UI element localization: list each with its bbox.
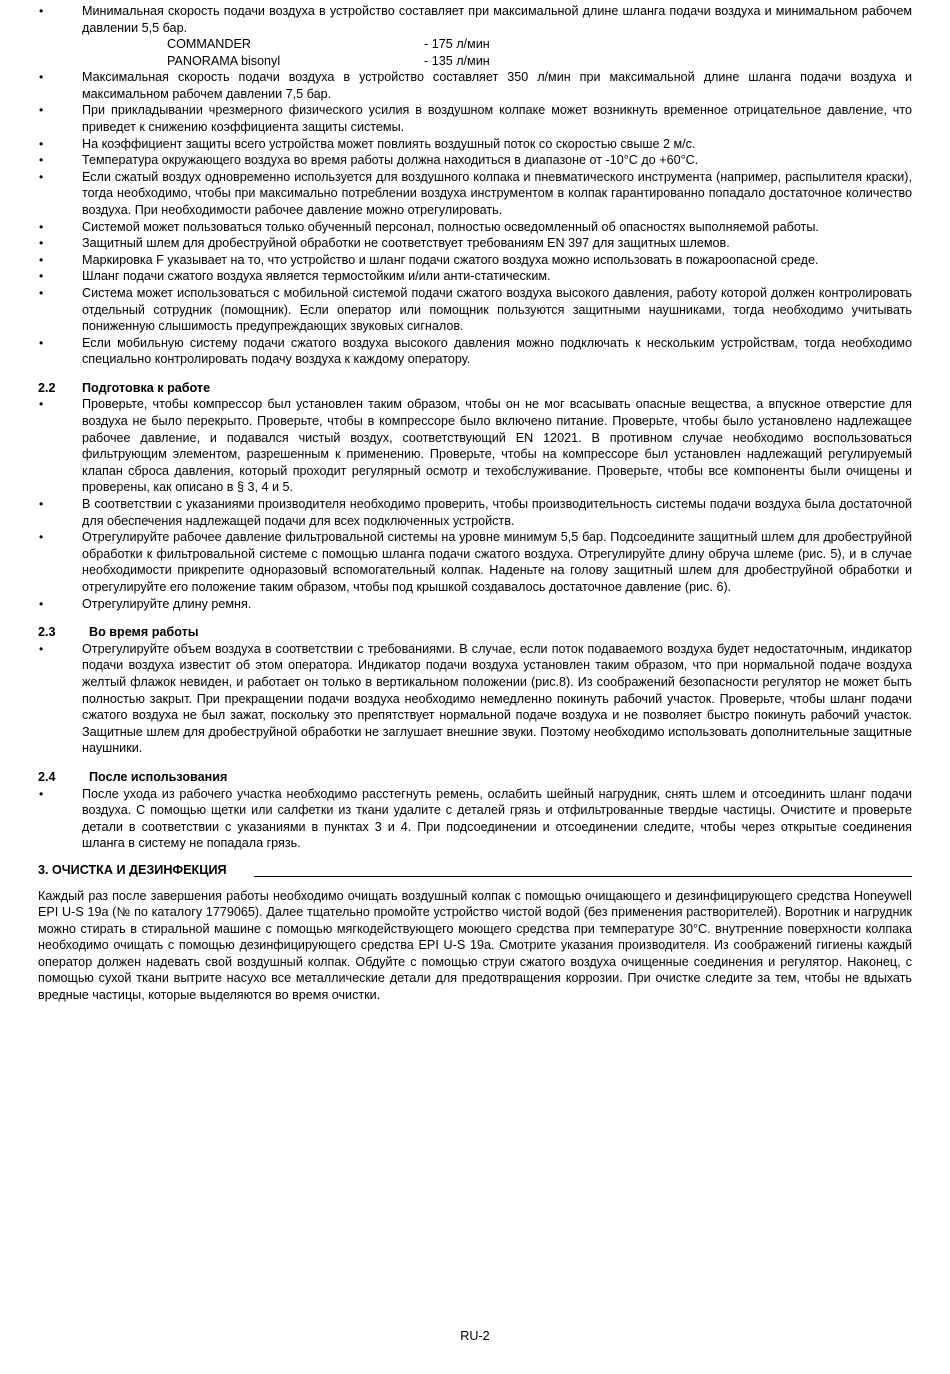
list-item: • Отрегулируйте объем воздуха в соответствии с требованиями. В случае, если поток подаваемого воздуха будет недостаточным, индикатор подачи воздуха известит об этом оператора. Индикатор подачи воздуха установлен таким образом, что при нормальной подаче воздуха желтый флажок невиден, и работает он только в вертикальном положении (рис.8). Из соображений безопасности регулятор не может быть полностью закрыт. При прекращении подачи воздуха необходимо немедленно покинуть рабочий участок. Проверьте, чтобы шланг подачи сжатого воздуха не был зажат, поскольку это препятствует нормальной подаче воздуха и не позволяет быстро покинуть рабочий участок. Защитные шлем для дробеструйной обработки не заглушает внешние звуки. Поэтому необходимо использовать дополнительные защитные наушники. <box>38 641 912 757</box>
list-item: • Проверьте, чтобы компрессор был установлен таким образом, чтобы он не мог всасывать опасные вещества, а впускное отверстие для воздуха не было перекрыто. Проверьте, чтобы в компрессоре было включено питание. Проверьте, чтобы было установлено надлежащее рабочее давление, и подавался чистый воздух, соответствующий EN 12021. В противном случае необходимо воспользоваться фильтрующим элементом, разрешенным к применению. Проверьте, чтобы на компрессоре был установлен надлежащий регулируемый клапан сброса давления, который проходит регулярный осмотр и техобслуживание. Проверьте, чтобы все компоненты были очищены и проверены, как описано в § 3, 4 и 5. <box>38 396 912 496</box>
list-item: • Минимальная скорость подачи воздуха в устройство составляет при максимальной длине шланга подачи воздуха и минимальном рабочем давлении 5,5 бар. COMMANDER - 175 л/мин PANORAMA bisonyl - 135 л/мин <box>38 3 912 69</box>
page-content <box>38 3 912 1004</box>
list-item: • Защитный шлем для дробеструйной обработки не соответствует требованиям EN 397 для защитных шлемов. <box>38 235 912 252</box>
flow-row-commander: COMMANDER - 175 л/мин <box>167 37 490 52</box>
list-item: • Система может использоваться с мобильной системой подачи сжатого воздуха высокого давления, работу которой должен контролировать отдельный сотрудник (помощник). Если оператор или помощник пользуются защитными наушниками, тогда необходимо учитывать пониженную слышимость предупреждающих звуковых сигналов. <box>38 285 912 335</box>
section-heading-2-2: 2.2 Подготовка к работе <box>38 380 211 395</box>
section-heading-2-3: 2.3 Во время работы <box>38 625 199 640</box>
list-item: • Отрегулируйте рабочее давление фильтровальной системы на уровне минимум 5,5 бар. Подсоедините защитный шлем для дробеструйной обработки к фильтровальной системе с помощью шланга подачи сжатого воздуха. Отрегулируйте длину обруча шлеме (рис. 5), и в случае необходимости прикрепите одноразовый вспомогательный колпак. Наденьте на голову защитный шлем для дробеструйной обработки и отрегулируйте его положение таким образом, чтобы под крышкой создавалось достаточное давление (рис. 6). <box>38 529 912 595</box>
intro-list <box>38 3 912 368</box>
list-item: • В соответствии с указаниями производителя необходимо проверить, чтобы производительность системы подачи воздуха была достаточной для обеспечения надлежащей подачи для всех подключенных устройств. <box>38 496 912 529</box>
page-number: RU-2 <box>460 1329 490 1343</box>
list-item: • На коэффициент защиты всего устройства может повлиять воздушный поток со скоростью свыше 2 м/с. <box>38 136 912 153</box>
list-item: • Если мобильную систему подачи сжатого воздуха высокого давления можно подключать к нескольким устройствам, тогда необходимо специально контролировать подачу воздуха к каждому оператору. <box>38 335 912 368</box>
list-item: • Системой может пользоваться только обученный персонал, полностью осведомленный об опасностях выполняемой работы. <box>38 219 912 236</box>
list-item: • Если сжатый воздух одновременно используется для воздушного колпака и пневматического инструмента (например, распылителя краски), тогда необходимо, чтобы при максимально потреблении воздуха инструментом в колпак гарантированно попадало достаточное количество воздуха. При необходимости рабочее давление можно отрегулировать. <box>38 169 912 219</box>
list-item: • Маркировка F указывает на то, что устройство и шланг подачи сжатого воздуха можно использовать в пожароопасной среде. <box>38 252 912 269</box>
list-item: • Максимальная скорость подачи воздуха в устройство составляет 350 л/мин при максимальной длине шланга подачи воздуха и максимальном рабочем давлении 7,5 бар. <box>38 69 912 102</box>
cleaning-paragraph: Каждый раз после завершения работы необходимо очищать воздушный колпак с помощью очищающего и дезинфицирующего средства Honeywell EPI U-S 19a (№ по каталогу 1779065). Далее тщательно промойте устройство чистой водой (без применения растворителей). Воротник и нагрудник можно стирать в стиральной машине с помощью мягкодействующего моющего средства при температуре 30°С. внутренние поверхности колпака необходимо очищать с помощью дезинфицирующего средства EPI U-S 19a. Смотрите указания производителя. Из соображений гигиены каждый оператор должен надевать свой воздушный колпак. Обдуйте с помощью струи сжатого воздуха очищенные соединения и регулятор. Наконец, с помощью сухой ткани вытрите насухо все металлические детали для предотвращения коррозии. При очистке следите за тем, чтобы не вдыхать вредные частицы, которые выделяются во время очистки. <box>38 888 912 1003</box>
flow-row-panorama: PANORAMA bisonyl - 135 л/мин <box>167 53 490 68</box>
list-item: • Температура окружающего воздуха во время работы должна находиться в диапазоне от -10°С до +60°С. <box>38 152 912 169</box>
heading-underline <box>254 876 912 877</box>
section-heading-2-4: 2.4 После использования <box>38 769 228 784</box>
list-item: • Шланг подачи сжатого воздуха является термостойким и/или анти-статическим. <box>38 268 912 285</box>
section-heading-3: 3. ОЧИСТКА И ДЕЗИНФЕКЦИЯ <box>38 862 912 879</box>
section-2-2-list <box>38 396 912 612</box>
list-item: • Отрегулируйте длину ремня. <box>38 596 912 613</box>
section-2-4-list <box>38 786 912 852</box>
list-item: • После ухода из рабочего участка необходимо расстегнуть ремень, ослабить шейный нагрудник, снять шлем и отсоединить шланг подачи воздуха. С помощью щетки или салфетки из ткани удалите с деталей грязь и отфильтрованные твердые частицы. Очистите и проверьте детали в соответствии с указаниями в пунктах 3 и 4. При подсоединении и отсоединении следите, чтобы через открытые соединения шланга в систему не попадала грязь. <box>38 786 912 852</box>
section-2-3-list <box>38 641 912 757</box>
list-item: • При прикладывании чрезмерного физического усилия в воздушном колпаке может возникнуть временное отрицательное давление, что приведет к снижению коэффициента защиты системы. <box>38 102 912 135</box>
